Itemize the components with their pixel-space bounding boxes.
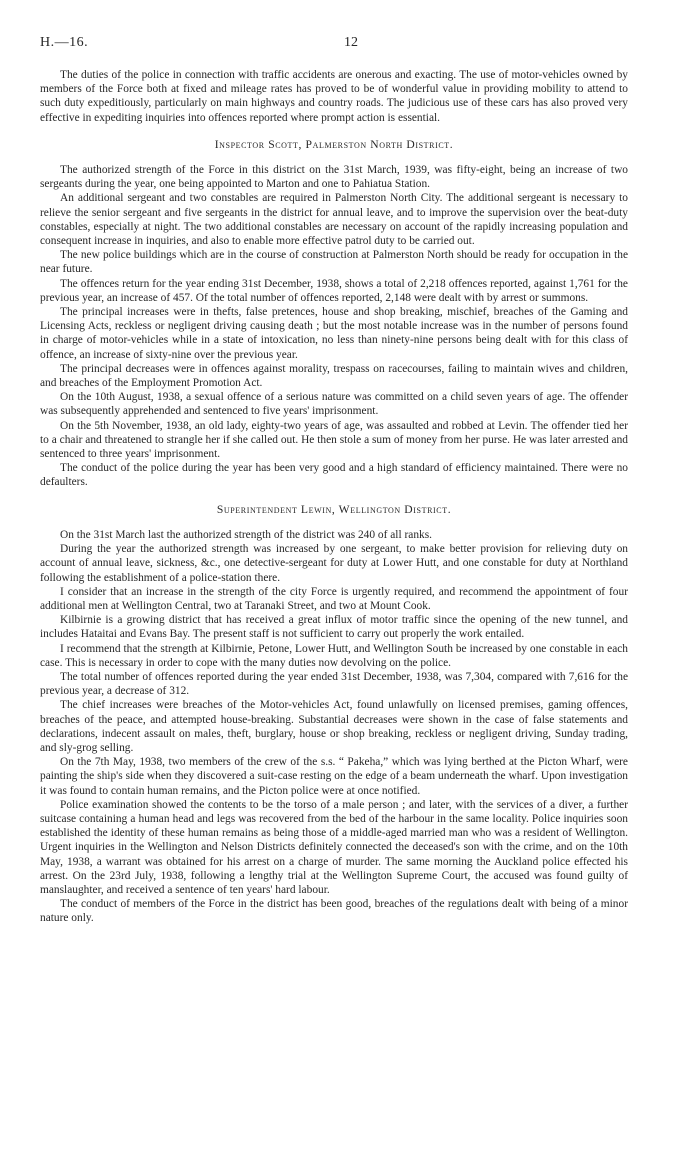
paragraph: The conduct of the police during the year has been very good and a high standard of efficiency maintained. There were no defaulters. xyxy=(40,462,628,489)
paragraph: The duties of the police in connection with traffic accidents are onerous and exacting. The use of motor-vehicles owned by members of the Force both at fixed and mileage rates has proved to be of wonderful value in providing mobility to attend to such duty expeditiously, particularly on main highways and country roads. The judicious use of these cars has also proved very effective in expediting inquiries into offences reported where prompt action is essential. xyxy=(40,69,628,124)
paragraph: The authorized strength of the Force in this district on the 31st March, 1939, was fifty-eight, being an increase of two sergeants during the year, one being appointed to Marton and one to Pahiatua Station. xyxy=(40,164,628,191)
paragraph: The principal increases were in thefts, false pretences, house and shop breaking, mischief, breaches of the Gaming and Licensing Acts, reckless or negligent driving causing death ; but the most notable increase was in the number of persons found in charge of motor-vehicles while in a state of intoxication, no less than ninety-nine persons being dealt with for this class of offence, an increase of sixty-nine over the previous year. xyxy=(40,306,628,361)
paragraph: Police examination showed the contents to be the torso of a male person ; and later, with the services of a diver, a further suitcase containing a human head and legs was recovered from the bed of the harbour in the same locality. Police inquiries soon established the identity of these human remains as being those of a middle-aged married man who was a resident of Wellington. Urgent inquiries in the Wellington and Nelson Districts definitely connected the deceased's son with the crime, and on the 10th May, 1938, a warrant was obtained for his arrest on a charge of murder. The same morning the Auckland police effected his arrest. On the 23rd July, 1938, following a lengthy trial at the Wellington Supreme Court, the accused was found guilty of manslaughter, and received a sentence of ten years' hard labour. xyxy=(40,798,628,896)
paragraph: The offences return for the year ending 31st December, 1938, shows a total of 2,218 offences reported, against 1,761 for the previous year, an increase of 457. Of the total number of offences reported, 2,148 were dealt with by arrest or summons. xyxy=(40,277,628,304)
section-heading: Superintendent Lewin, Wellington District. xyxy=(216,502,452,516)
paragraph: The principal decreases were in offences against morality, trespass on racecourses, failing to maintain wives and children, and breaches of the Employment Promotion Act. xyxy=(40,362,628,390)
paragraph: The conduct of members of the Force in the district has been good, breaches of the regulations dealt with being of a minor nature only. xyxy=(40,898,628,925)
paragraph: The chief increases were breaches of the Motor-vehicles Act, found unlawfully on licensed premises, gaming offences, breaches of the peace, and attempted house-breaking. Substantial decreases were shown in the case of false statements and declarations, indecent assault on males, theft, burglary, house or shop breaking, reckless or negligent driving, Sunday trading, and sly-grog selling. xyxy=(40,699,628,754)
paragraph: I consider that an increase in the strength of the city Force is urgently required, and recommend the appointment of four additional men at Wellington Central, two at Taranaki Street, and two at Mount Cook. xyxy=(40,585,628,612)
paragraph: The total number of offences reported during the year ended 31st December, 1938, was 7,304, compared with 7,616 for the previous year, a decrease of 312. xyxy=(40,670,628,698)
page-number: 12 xyxy=(344,35,358,50)
report-reference: H.—16. xyxy=(40,35,89,50)
paragraph: On the 10th August, 1938, a sexual offence of a serious nature was committed on a child seven years of age. The offender was subsequently apprehended and sentenced to five years' imprisonment. xyxy=(40,391,628,418)
paragraph: During the year the authorized strength was increased by one sergeant, to make better provision for relieving duty on account of annual leave, sickness, &c., one detective-sergeant for duty at Lower Hutt, and one constable for duty at Northland following the establishment of a police-station there. xyxy=(40,543,628,584)
paragraph: Kilbirnie is a growing district that has received a great influx of motor traffic since the opening of the new tunnel, and includes Hataitai and Evans Bay. The present staff is not sufficient to carry out properly the work entailed. xyxy=(40,614,628,641)
section-heading: Inspector Scott, Palmerston North District. xyxy=(214,137,454,151)
paragraph: An additional sergeant and two constables are required in Palmerston North City. The additional sergeant is necessary to relieve the senior sergeant and five sergeants in the district for annual leave, and to improve the supervision over the beat-duty constables, especially at night. The two additional constables are necessary on account of the rapidly increasing population and consequent increase in inquiries, and also to enable more effective patrol duty to be carried out. xyxy=(40,192,628,248)
paragraph: The new police buildings which are in the course of construction at Palmerston North should be ready for occupation in the near future. xyxy=(40,249,628,276)
paragraph: On the 31st March last the authorized strength of the district was 240 of all ranks. xyxy=(60,528,433,541)
document-body xyxy=(40,68,628,926)
paragraph: I recommend that the strength at Kilbirnie, Petone, Lower Hutt, and Wellington South be increased by one constable in each case. This is necessary in order to cope with the many duties now devolving on the police. xyxy=(40,642,628,669)
paragraph: On the 7th May, 1938, two members of the crew of the s.s. “ Pakeha,” which was lying berthed at the Picton Wharf, were painting the ship's side when they discovered a suit-case resting on the edge of a beam underneath the wharf. Upon investigation it was found to contain human remains, and the Picton police were at once notified. xyxy=(40,756,628,797)
paragraph: On the 5th November, 1938, an old lady, eighty-two years of age, was assaulted and robbed at Levin. The offender tied her to a chair and threatened to strangle her if she called out. He then stole a sum of money from her purse. He was later arrested and sentenced to three years' imprisonment. xyxy=(40,419,628,461)
